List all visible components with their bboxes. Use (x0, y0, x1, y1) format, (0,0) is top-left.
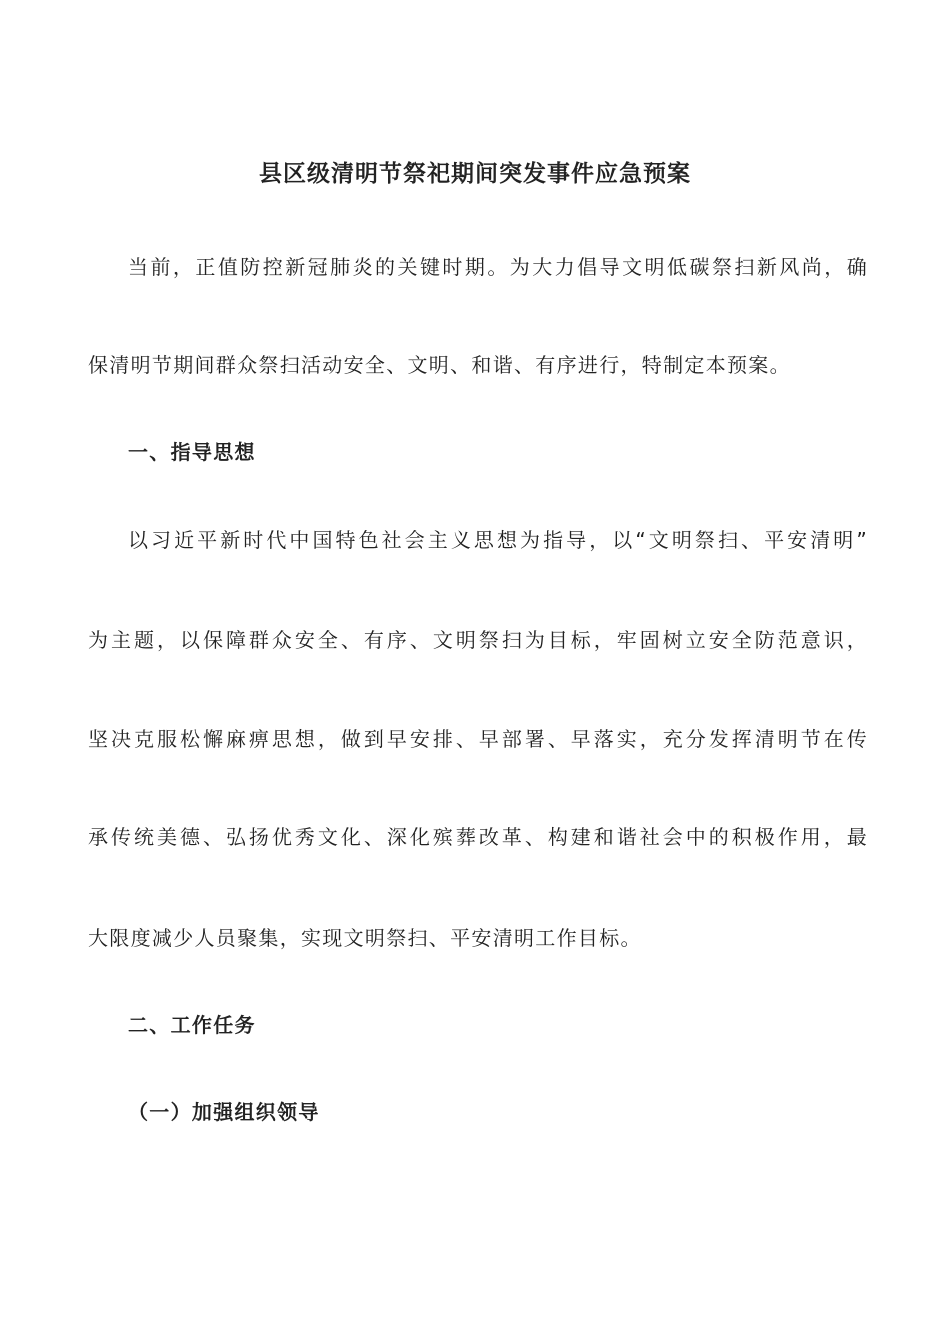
intro-line-1: 当前，正值防控新冠肺炎的关键时期。为大力倡导文明低碳祭扫新风尚，确 (128, 255, 868, 279)
document-title: 县区级清明节祭祀期间突发事件应急预案 (259, 161, 691, 187)
section1-line-3: 坚决克服松懈麻痹思想，做到早安排、早部署、早落实，充分发挥清明节在传 (88, 727, 868, 751)
subsection-heading-organization: （一）加强组织领导 (128, 1100, 320, 1124)
intro-line-2: 保清明节期间群众祭扫活动安全、文明、和谐、有序进行，特制定本预案。 (88, 353, 791, 377)
section1-line-1: 以习近平新时代中国特色社会主义思想为指导，以“文明祭扫、平安清明” (128, 528, 868, 552)
section1-line-5: 大限度减少人员聚集，实现文明祭扫、平安清明工作目标。 (88, 926, 642, 950)
section1-line-4: 承传统美德、弘扬优秀文化、深化殡葬改革、构建和谐社会中的积极作用，最 (88, 825, 868, 849)
section-heading-guiding-ideology: 一、指导思想 (128, 440, 256, 464)
section1-line-2: 为主题，以保障群众安全、有序、文明祭扫为目标，牢固树立安全防范意识， (88, 628, 868, 652)
section-heading-work-tasks: 二、工作任务 (128, 1013, 256, 1037)
